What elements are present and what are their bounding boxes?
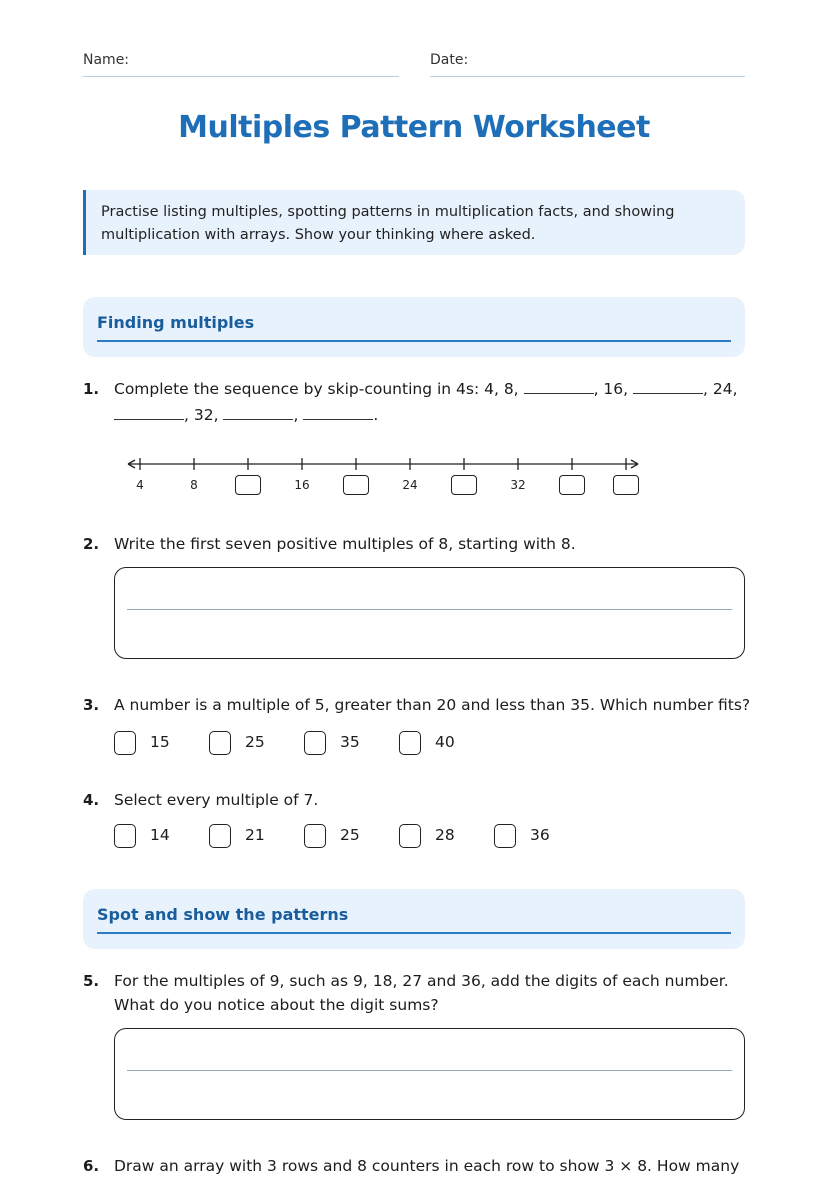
checkbox[interactable] (209, 824, 231, 848)
number-line-label: 16 (294, 478, 310, 492)
option-label: 40 (435, 733, 455, 751)
q1-text-part: . (373, 406, 379, 424)
question-5-text-line2: What do you notice about the digit sums? (114, 996, 439, 1014)
option-label: 25 (245, 733, 265, 751)
option-label: 15 (150, 733, 170, 751)
checkbox[interactable] (209, 731, 231, 755)
number-line-label: 4 (136, 478, 144, 492)
question-3-text: A number is a multiple of 5, greater than 20 and less than 35. Which number fits? (114, 696, 751, 714)
question-number: 3. (83, 696, 100, 714)
checkbox[interactable] (114, 731, 136, 755)
intro-text: Practise listing multiples, spotting patterns in multiplication facts, and showing multiplication with arrays. Show your thinking where asked. (83, 190, 745, 255)
checkbox[interactable] (304, 731, 326, 755)
checkbox[interactable] (399, 824, 421, 848)
section-header-spot-patterns (83, 889, 745, 949)
number-line-answer-box[interactable] (343, 475, 369, 495)
checkbox[interactable] (114, 824, 136, 848)
number-line-graphic (0, 0, 828, 520)
number-line-label: 8 (190, 478, 198, 492)
question-6-text: Draw an array with 3 rows and 8 counters in each row to show 3 × 8. How many (114, 1157, 740, 1175)
answer-line (127, 1070, 732, 1071)
option-label: 36 (530, 826, 550, 844)
section-divider (97, 932, 731, 934)
number-line-answer-box[interactable] (613, 475, 639, 495)
question-2-text: Write the first seven positive multiples of 8, starting with 8. (114, 535, 576, 553)
question-5-text-line1: For the multiples of 9, such as 9, 18, 27 and 36, add the digits of each number. (114, 972, 729, 990)
question-number: 5. (83, 972, 100, 990)
option-label: 21 (245, 826, 265, 844)
option-label: 14 (150, 826, 170, 844)
q1-text-part: , (293, 406, 299, 424)
page-title: Multiples Pattern Worksheet (178, 110, 650, 145)
q1-text-part: , 32, (184, 406, 219, 424)
section-title: Spot and show the patterns (97, 905, 349, 924)
section-title: Finding multiples (97, 313, 255, 332)
number-line-label: 32 (510, 478, 526, 492)
answer-line (127, 609, 732, 610)
checkbox[interactable] (399, 731, 421, 755)
number-line-label: 24 (402, 478, 418, 492)
option-label: 25 (340, 826, 360, 844)
question-4-text: Select every multiple of 7. (114, 791, 319, 809)
number-line (0, 0, 828, 520)
q1-text-part: , 16, (593, 380, 629, 398)
question-number: 1. (83, 380, 100, 398)
answer-box[interactable] (114, 1028, 745, 1120)
option-label: 28 (435, 826, 455, 844)
name-label: Name: (83, 52, 130, 68)
date-label: Date: (430, 52, 469, 68)
question-number: 6. (83, 1157, 100, 1175)
q1-text-part: , 24, (703, 380, 738, 398)
answer-box[interactable] (114, 567, 745, 659)
question-number: 2. (83, 535, 100, 553)
number-line-answer-box[interactable] (235, 475, 261, 495)
checkbox[interactable] (304, 824, 326, 848)
number-line-answer-box[interactable] (559, 475, 585, 495)
number-line-answer-box[interactable] (451, 475, 477, 495)
question-number: 4. (83, 791, 100, 809)
option-label: 35 (340, 733, 360, 751)
q1-text-part: Complete the sequence by skip-counting in 4s: 4, 8, (114, 380, 519, 398)
checkbox[interactable] (494, 824, 516, 848)
